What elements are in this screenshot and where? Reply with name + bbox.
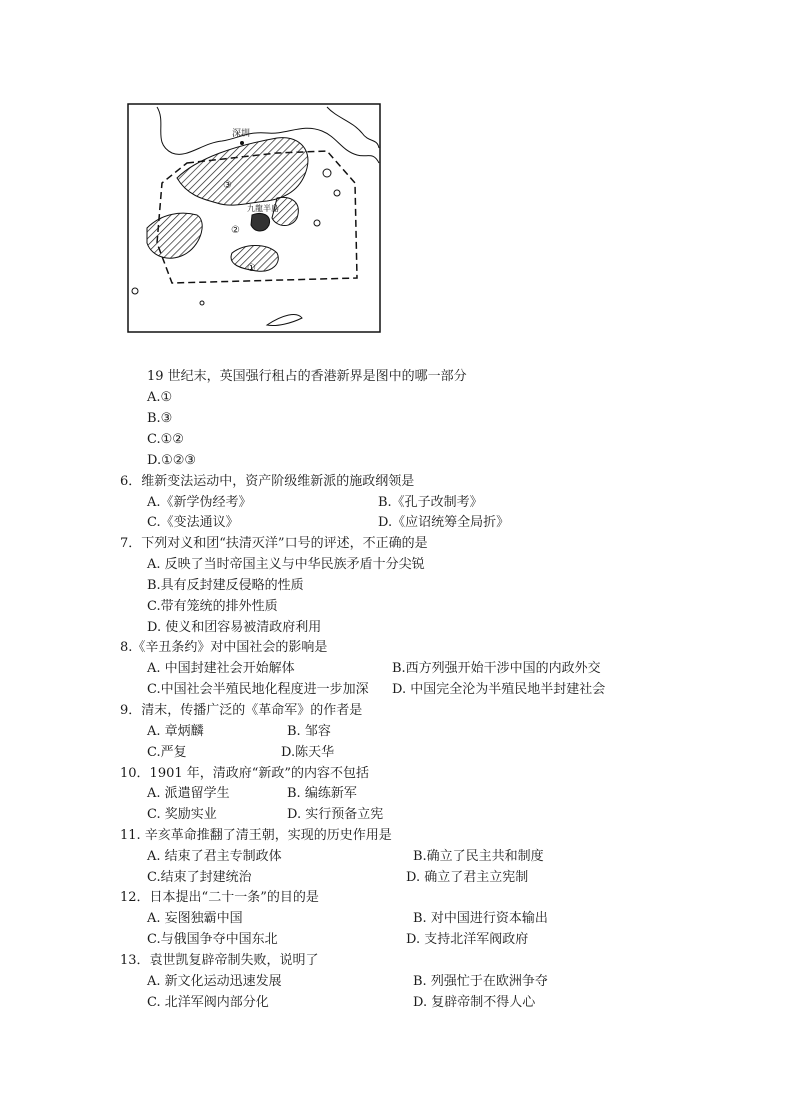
- q12-option-a: A. 妄图独霸中国: [147, 911, 243, 926]
- q13-option-b: B. 列强忙于在欧洲争夺: [413, 974, 548, 989]
- q13-stem: 13．袁世凯复辟帝制失败，说明了: [120, 953, 319, 968]
- q9-option-c: C.严复: [147, 745, 187, 760]
- q5-option-b: B.③: [147, 411, 173, 426]
- q6-option-a: A.《新学伪经考》: [147, 495, 252, 510]
- q9-option-d: D.陈天华: [281, 745, 335, 760]
- district-label: 九龍半島: [247, 204, 279, 213]
- q12-option-c: C.与俄国争夺中国东北: [147, 932, 278, 947]
- q10-option-b: B. 编练新军: [287, 786, 357, 801]
- q6-option-d: D.《应诏统筹全局折》: [378, 515, 510, 530]
- q12-option-b: B. 对中国进行资本输出: [413, 911, 548, 926]
- q5-stem: 19 世纪末，英国强行租占的香港新界是图中的哪一部分: [147, 369, 467, 384]
- q7-option-d: D. 使义和团容易被清政府利用: [147, 620, 322, 635]
- q10-stem: 10．1901 年，清政府“新政”的内容不包括: [120, 766, 370, 781]
- q13-option-c: C. 北洋军阀内部分化: [147, 995, 269, 1010]
- q7-option-b: B.具有反封建反侵略的性质: [147, 578, 304, 593]
- q7-option-c: C.带有笼统的排外性质: [147, 599, 278, 614]
- region-mark-3: ③: [223, 180, 232, 191]
- region-mark-2: ②: [231, 225, 240, 236]
- q10-option-a: A. 派遣留学生: [147, 786, 230, 801]
- q11-option-a: A. 结束了君主专制政体: [147, 849, 282, 864]
- q8-option-c: C.中国社会半殖民地化程度进一步加深: [147, 682, 369, 697]
- region-mark-1: ①: [247, 263, 256, 274]
- q9-option-b: B. 邹容: [287, 724, 331, 739]
- hong-kong-map: [127, 103, 381, 333]
- q9-stem: 9．清末，传播广泛的《革命军》的作者是: [120, 703, 363, 718]
- q6-stem: 6．维新变法运动中，资产阶级维新派的施政纲领是: [120, 474, 415, 489]
- q5-option-c: C.①②: [147, 432, 184, 447]
- q12-option-d: D. 支持北洋军阀政府: [406, 932, 529, 947]
- q8-option-b: B.西方列强开始干涉中国的内政外交: [392, 661, 601, 676]
- q10-option-d: D. 实行预备立宪: [287, 807, 384, 822]
- q11-option-c: C.结束了封建统治: [147, 870, 252, 885]
- q8-stem: 8.《辛丑条约》对中国社会的影响是: [120, 640, 328, 655]
- q13-option-d: D. 复辟帝制不得人心: [413, 995, 536, 1010]
- q11-option-d: D. 确立了君主立宪制: [406, 870, 529, 885]
- q8-option-d: D. 中国完全沦为半殖民地半封建社会: [392, 682, 606, 697]
- q11-option-b: B.确立了民主共和制度: [413, 849, 544, 864]
- q10-option-c: C. 奖励实业: [147, 807, 217, 822]
- q6-option-c: C.《变法通议》: [147, 515, 239, 530]
- q6-option-b: B.《孔子改制考》: [378, 495, 483, 510]
- q9-option-a: A. 章炳麟: [147, 724, 204, 739]
- q12-stem: 12．日本提出“二十一条”的目的是: [120, 890, 319, 905]
- q7-stem: 7．下列对义和团“扶清灭洋”口号的评述，不正确的是: [120, 536, 428, 551]
- region-2: [251, 213, 270, 231]
- q5-option-a: A.①: [147, 390, 173, 405]
- q7-option-a: A. 反映了当时帝国主义与中华民族矛盾十分尖锐: [147, 557, 425, 572]
- q13-option-a: A. 新文化运动迅速发展: [147, 974, 282, 989]
- q8-option-a: A. 中国封建社会开始解体: [147, 661, 295, 676]
- city-label: 深圳: [232, 129, 251, 139]
- q11-stem: 11. 辛亥革命推翻了清王朝，实现的历史作用是: [120, 828, 392, 843]
- q5-option-d: D.①②③: [147, 453, 197, 468]
